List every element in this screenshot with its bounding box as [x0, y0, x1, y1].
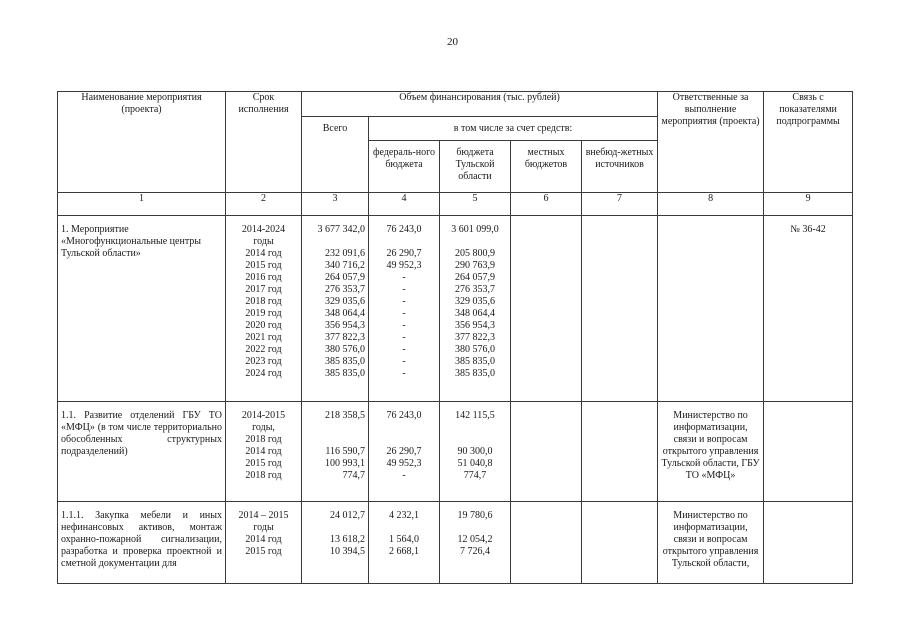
- header-extra: внебюд-жетных источников: [582, 141, 658, 193]
- header-regional: бюджета Тульской области: [440, 141, 511, 193]
- regional-cell: 19 780,6 12 054,2 7 726,4: [440, 502, 511, 584]
- regional-cell: 3 601 099,0 205 800,9 290 763,9 264 057,9 276 353,7 329 035,6 348 064,4 356 954,3 377 822,3 380 576,0 385 835,0 385 835,0: [440, 216, 511, 402]
- header-federal: федераль-ного бюджета: [369, 141, 440, 193]
- responsible-cell: Министерство по информатизации, связи и вопросам открытого управления Тульской области, ГБУ ТО «МФЦ»: [658, 402, 764, 502]
- term-cell: 2014 – 2015 годы 2014 год 2015 год: [226, 502, 302, 584]
- header-responsible: Ответственные за выполнение мероприятия (проекта): [658, 92, 764, 193]
- column-number: 7: [582, 193, 658, 216]
- link-cell: № 36-42: [764, 216, 853, 402]
- local-cell: [511, 502, 582, 584]
- page-number: 20: [447, 36, 458, 48]
- column-number: 1: [58, 193, 226, 216]
- measure-name: 1.1. Развитие отделений ГБУ ТО «МФЦ» (в том числе территориально обособленных структурных подразделений): [58, 402, 226, 502]
- financing-table: [57, 91, 853, 584]
- header-total: Всего: [302, 117, 369, 193]
- column-number: 8: [658, 193, 764, 216]
- extra-cell: [582, 402, 658, 502]
- column-number: 6: [511, 193, 582, 216]
- total-cell: 24 012,7 13 618,2 10 394,5: [302, 502, 369, 584]
- total-cell: 3 677 342,0 232 091,6 340 716,2 264 057,9 276 353,7 329 035,6 348 064,4 356 954,3 377 822,3 380 576,0 385 835,0 385 835,0: [302, 216, 369, 402]
- measure-name: 1.1.1. Закупка мебели и иных нефинансовых активов, монтаж охранно-пожарной сигнализации, разработка и проверка проектной и сметной документации для: [58, 502, 226, 584]
- header-volume: Объем финансирования (тыс. рублей): [302, 92, 658, 117]
- federal-cell: 76 243,0 26 290,7 49 952,3 -: [369, 402, 440, 502]
- column-number: 5: [440, 193, 511, 216]
- table-row: [58, 402, 853, 502]
- term-cell: 2014-2024 годы 2014 год 2015 год 2016 год 2017 год 2018 год 2019 год 2020 год 2021 год 2022 год 2023 год 2024 год: [226, 216, 302, 402]
- header-name: Наименование мероприятия (проекта): [58, 92, 226, 193]
- column-number-row: [58, 193, 853, 216]
- measure-name: 1. Мероприятие «Многофункциональные центры Тульской области»: [58, 216, 226, 402]
- table-row: [58, 502, 853, 584]
- column-number: 9: [764, 193, 853, 216]
- regional-cell: 142 115,5 90 300,0 51 040,8 774,7: [440, 402, 511, 502]
- column-number: 2: [226, 193, 302, 216]
- extra-cell: [582, 502, 658, 584]
- responsible-cell: Министерство по информатизации, связи и вопросам открытого управления Тульской области,: [658, 502, 764, 584]
- table-row: [58, 216, 853, 402]
- column-number: 3: [302, 193, 369, 216]
- header-link: Связь с показателями подпрограммы: [764, 92, 853, 193]
- federal-cell: 4 232,1 1 564,0 2 668,1: [369, 502, 440, 584]
- header-including: в том числе за счет средств:: [369, 117, 658, 141]
- link-cell: [764, 402, 853, 502]
- header-local: местных бюджетов: [511, 141, 582, 193]
- local-cell: [511, 216, 582, 402]
- header-term: Срок исполнения: [226, 92, 302, 193]
- responsible-cell: [658, 216, 764, 402]
- total-cell: 218 358,5 116 590,7 100 993,1 774,7: [302, 402, 369, 502]
- column-number: 4: [369, 193, 440, 216]
- local-cell: [511, 402, 582, 502]
- link-cell: [764, 502, 853, 584]
- term-cell: 2014-2015 годы, 2018 год 2014 год 2015 год 2018 год: [226, 402, 302, 502]
- extra-cell: [582, 216, 658, 402]
- federal-cell: 76 243,0 26 290,7 49 952,3 - - - - - - - - -: [369, 216, 440, 402]
